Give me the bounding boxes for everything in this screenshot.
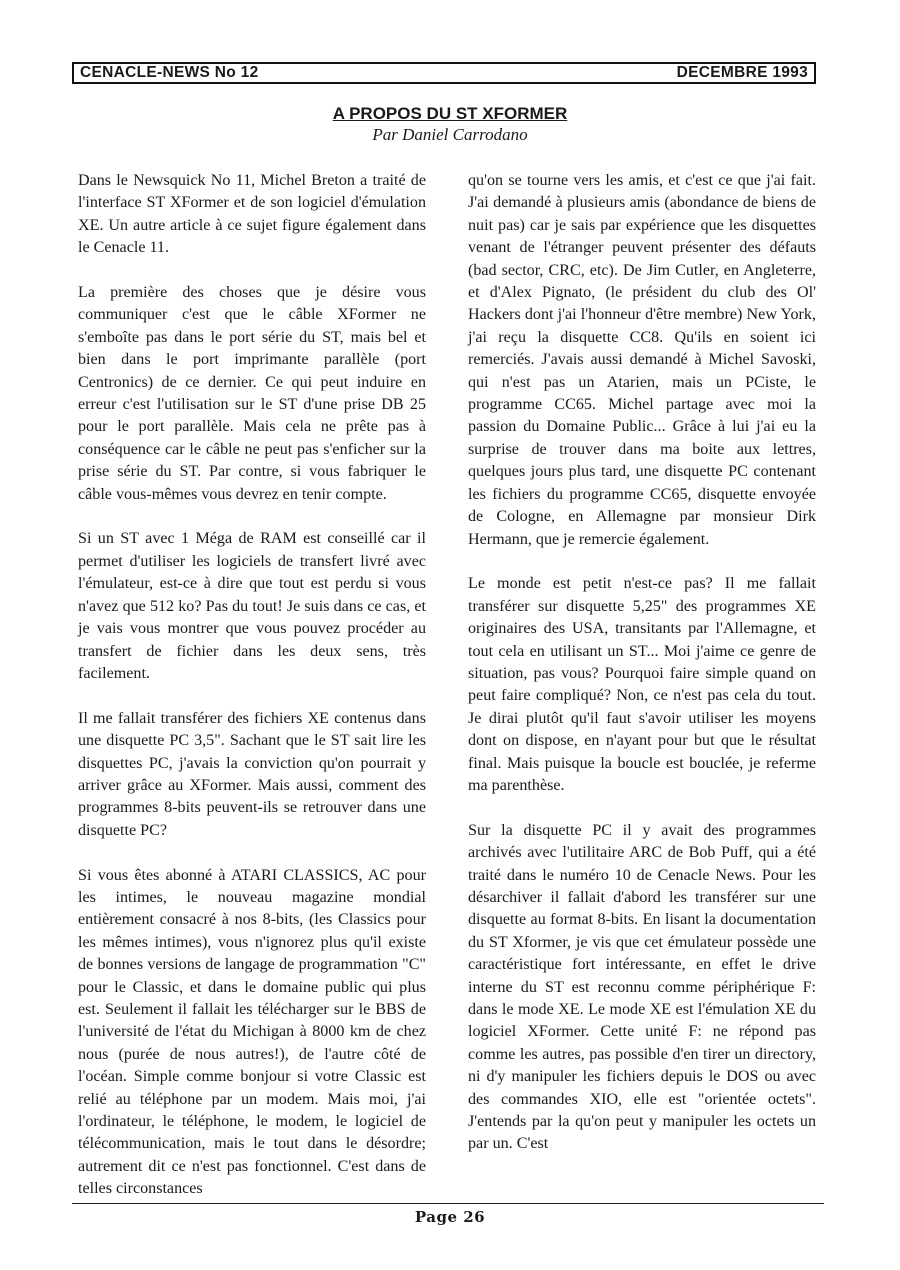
paragraph: Il me fallait transférer des fichiers XE contenus dans une disquette PC 3,5". Sachant que le ST sait lire les disquettes PC, j'avais la conviction qu'on pourrait y arriver grâce au XFormer. Mais aussi, comment des programmes 8-bits peuvent-ils se retrouver dans une disquette PC? [78, 709, 426, 839]
left-column [78, 170, 426, 1201]
article-byline: Par Daniel Carrodano [372, 125, 528, 144]
newsletter-issue: CENACLE-NEWS No 12 [80, 64, 259, 81]
paragraph: Si vous êtes abonné à ATARI CLASSICS, AC pour les intimes, le nouveau magazine mondial entièrement consacré à nos 8-bits, (les Classics pour les mêmes intimes), vous n'ignorez plus qu'il existe de bonnes versions de langage de programmation "C" pour le Classic, et dans le domaine public qui plus est. Seulement il fallait les télécharger sur le BBS de l'université de l'état du Michigan à 8000 km de chez nous (purée de nous autres!), de l'autre côté de l'océan. Simple comme bonjour si votre Classic est relié au téléphone par un modem. Mais moi, j'ai l'ordinateur, le téléphone, le modem, le logiciel de télécommunication, mais le tout dans le désordre; autrement dit ce n'est pas fonctionnel. C'est dans de telles circonstances [78, 866, 426, 1198]
paragraph: Si un ST avec 1 Méga de RAM est conseillé car il permet d'utiliser les logiciels de transfert livré avec l'émulateur, est-ce à dire que tout est perdu si vous n'avez que 512 ko? Pas du tout! Je suis dans ce cas, et je vais vous montrer que vous pouvez procéder au transfert de fichier dans les deux sens, très facilement. [78, 530, 426, 682]
article-title [0, 104, 900, 124]
paragraph: Le monde est petit n'est-ce pas? Il me fallait transférer sur disquette 5,25" des programmes XE originaires des USA, transitants par l'Allemagne, et tout cela en utilisant un ST... Moi j'aime ce genre de situation, pas vous? Pourquoi faire simple quand on peut faire compliqué? Non, ce n'est pas cela du tout. Je dirai plutôt qu'il faut s'avoir utiliser les moyens dont on dispose, en n'ayant pour but que le résultat final. Mais puisque la boucle est bouclée, je referme ma parenthèse. [468, 575, 816, 794]
paragraph: La première des choses que je désire vous communiquer c'est que le câble XFormer ne s'emboîte pas dans le port série du ST, mais bel et bien dans le port imprimante parallèle (port Centronics) de ce dernier. Ce qui peut induire en erreur c'est l'utilisation sur le ST d'une prise DB 25 pour le port parallèle. Mais cela ne prête pas à conséquence car le câble ne peut pas s'enficher sur la prise série du ST. Par contre, si vous fabriquer le câble vous-mêmes vous devrez en tenir compte. [78, 284, 426, 503]
footer-rule [72, 1203, 824, 1204]
page-number: Page 26 [414, 1208, 486, 1226]
right-column [468, 170, 816, 1156]
paragraph: Dans le Newsquick No 11, Michel Breton a traité de l'interface ST XFormer et de son logiciel d'émulation XE. Un autre article à ce sujet figure également dans le Cenacle 11. [78, 172, 426, 257]
paragraph: qu'on se tourne vers les amis, et c'est ce que j'ai fait. J'ai demandé à plusieurs amis (abondance de biens de nuit pas) car je sais par expérience que les disquettes venant de l'étranger peuvent présenter des défauts (bad sector, CRC, etc). De Jim Cutler, en Angleterre, et d'Alex Pignato, (le président du club des Ol' Hackers dont j'ai l'honneur d'être membre) New York, j'ai reçu la disquette CC8. Qu'ils en soient ici remerciés. J'avais aussi demandé à Michel Savoski, qui n'est pas un Atarien, mais un PCiste, le programme CC65. Michel partage avec moi la passion du Domaine Public... Grâce à lui j'ai eu la surprise de trouver dans ma boite aux lettres, quelques jours plus tard, une disquette PC contenant les fichiers du programme CC65, disquette envoyée de Cologne, en Allemagne par monsieur Dirk Hermann, que je remercie également. [468, 172, 816, 548]
newsletter-date: DECEMBRE 1993 [676, 64, 808, 81]
newsletter-header [72, 62, 816, 84]
article-title-text: A PROPOS DU ST XFORMER [332, 104, 568, 123]
paragraph: Sur la disquette PC il y avait des programmes archivés avec l'utilitaire ARC de Bob Puff, qui a été traité dans le numéro 10 de Cenacle News. Pour les désarchiver il fallait d'abord les transférer sur une disquette au format 8-bits. En lisant la documentation du ST Xformer, je vis que cet émulateur possède une caractéristique fort intéressante, en effet le drive interne du ST est reconnu comme périphérique F: dans le mode XE. Le mode XE est l'émulation XE du logiciel XFormer. Cette unité F: ne répond pas comme les autres, pas possible d'en tirer un directory, ni d'y manipuler les fichiers depuis le DOS ou avec des commandes XIO, elle est "orientée octets". J'entends par la qu'on peut y manipuler les octets un par un. C'est [468, 821, 816, 1153]
